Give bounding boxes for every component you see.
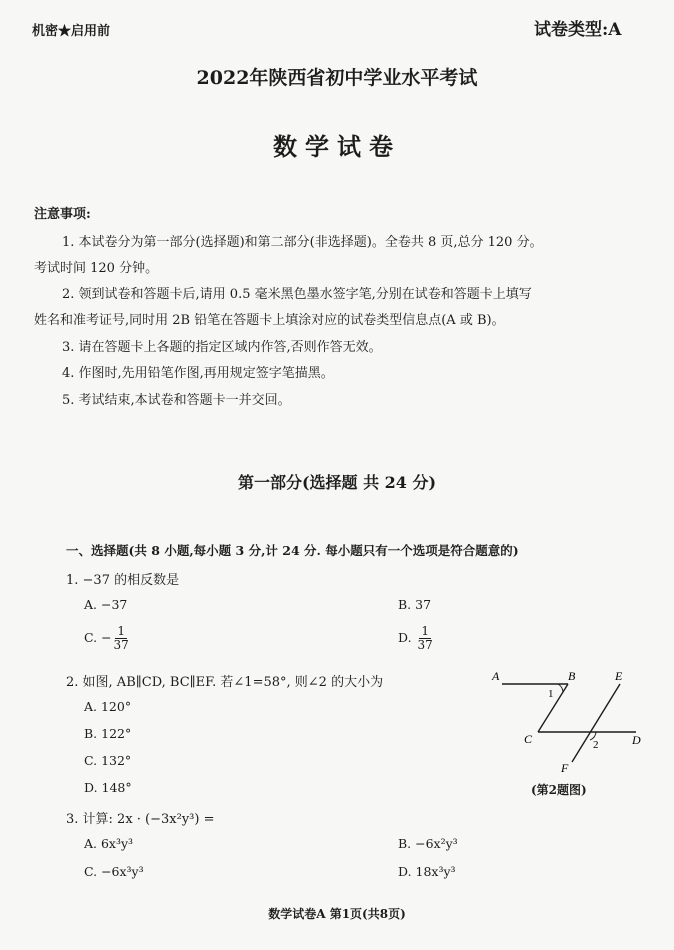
angle-1-arc [558, 684, 563, 692]
label-angle-2: 2 [593, 739, 599, 751]
label-c: C [524, 732, 533, 746]
q1-option-a: A. −37 [84, 597, 128, 612]
label-e: E [615, 669, 623, 683]
page-footer: 数学试卷A 第1页(共8页) [268, 907, 406, 921]
fraction-denominator: 37 [417, 638, 433, 652]
notice-heading: 注意事项: [34, 207, 91, 222]
q2-figure [488, 664, 668, 776]
q2-option-a: A. 120° [84, 699, 132, 714]
q2-option-d: D. 148° [84, 780, 132, 795]
q1-option-c [84, 625, 131, 652]
q1-option-c-prefix: C. − [84, 630, 112, 645]
q1-option-c-fraction [112, 625, 131, 652]
q3-option-a: A. 6x³y³ [84, 836, 134, 851]
label-b: B [568, 669, 576, 683]
notice-item-2-cont: 姓名和准考证号,同时用 2B 铅笔在答题卡上填涂对应的试卷类型信息点(A 或 B)。 [34, 313, 505, 328]
q1-option-d [398, 625, 435, 652]
q1-option-d-prefix: D. [398, 630, 412, 645]
q1-option-b: B. 37 [398, 597, 432, 612]
paper-type-label: 试卷类型:A [534, 20, 622, 40]
part1-heading: 第一部分(选择题 共 24 分) [237, 473, 437, 492]
subject-title: 数学试卷 [273, 132, 401, 161]
section1-heading: 一、选择题(共 8 小题,每小题 3 分,计 24 分. 每小题只有一个选项是符合题意的) [66, 543, 519, 558]
notice-item-1: 1. 本试卷分为第一部分(选择题)和第二部分(非选择题)。全卷共 8 页,总分 120 分。 [62, 235, 543, 250]
q3-option-c: C. −6x³y³ [84, 864, 144, 879]
q3-option-b: B. −6x²y³ [398, 836, 458, 851]
q3-stem: 3. 计算: 2x · (−3x²y³) = [66, 812, 215, 827]
label-d: D [632, 733, 641, 747]
q2-stem: 2. 如图, AB∥CD, BC∥EF. 若∠1=58°, 则∠2 的大小为 [66, 675, 384, 690]
q2-figure-caption: (第2题图) [531, 783, 587, 797]
label-f: F [561, 761, 569, 775]
notice-item-4: 4. 作图时,先用铅笔作图,再用规定签字笔描黑。 [62, 366, 334, 381]
q2-option-c: C. 132° [84, 753, 132, 768]
label-angle-1: 1 [548, 688, 554, 700]
notice-item-3: 3. 请在答题卡上各题的指定区域内作答,否则作答无效。 [62, 340, 382, 355]
confidential-label: 机密★启用前 [32, 24, 111, 39]
label-a: A [492, 669, 500, 683]
fraction-numerator: 1 [117, 624, 125, 638]
notice-item-2: 2. 领到试卷和答题卡后,请用 0.5 毫米黑色墨水签字笔,分别在试卷和答题卡上填写 [62, 287, 532, 302]
fraction-denominator: 37 [113, 638, 129, 652]
exam-title: 2022年陕西省初中学业水平考试 [196, 67, 478, 89]
q1-option-d-fraction [416, 625, 435, 652]
notice-item-1-cont: 考试时间 120 分钟。 [34, 261, 159, 276]
notice-item-5: 5. 考试结束,本试卷和答题卡一并交回。 [62, 393, 291, 408]
q3-option-d: D. 18x³y³ [398, 864, 456, 879]
q2-option-b: B. 122° [84, 726, 132, 741]
q1-stem: 1. −37 的相反数是 [66, 573, 180, 588]
fraction-numerator: 1 [421, 624, 429, 638]
